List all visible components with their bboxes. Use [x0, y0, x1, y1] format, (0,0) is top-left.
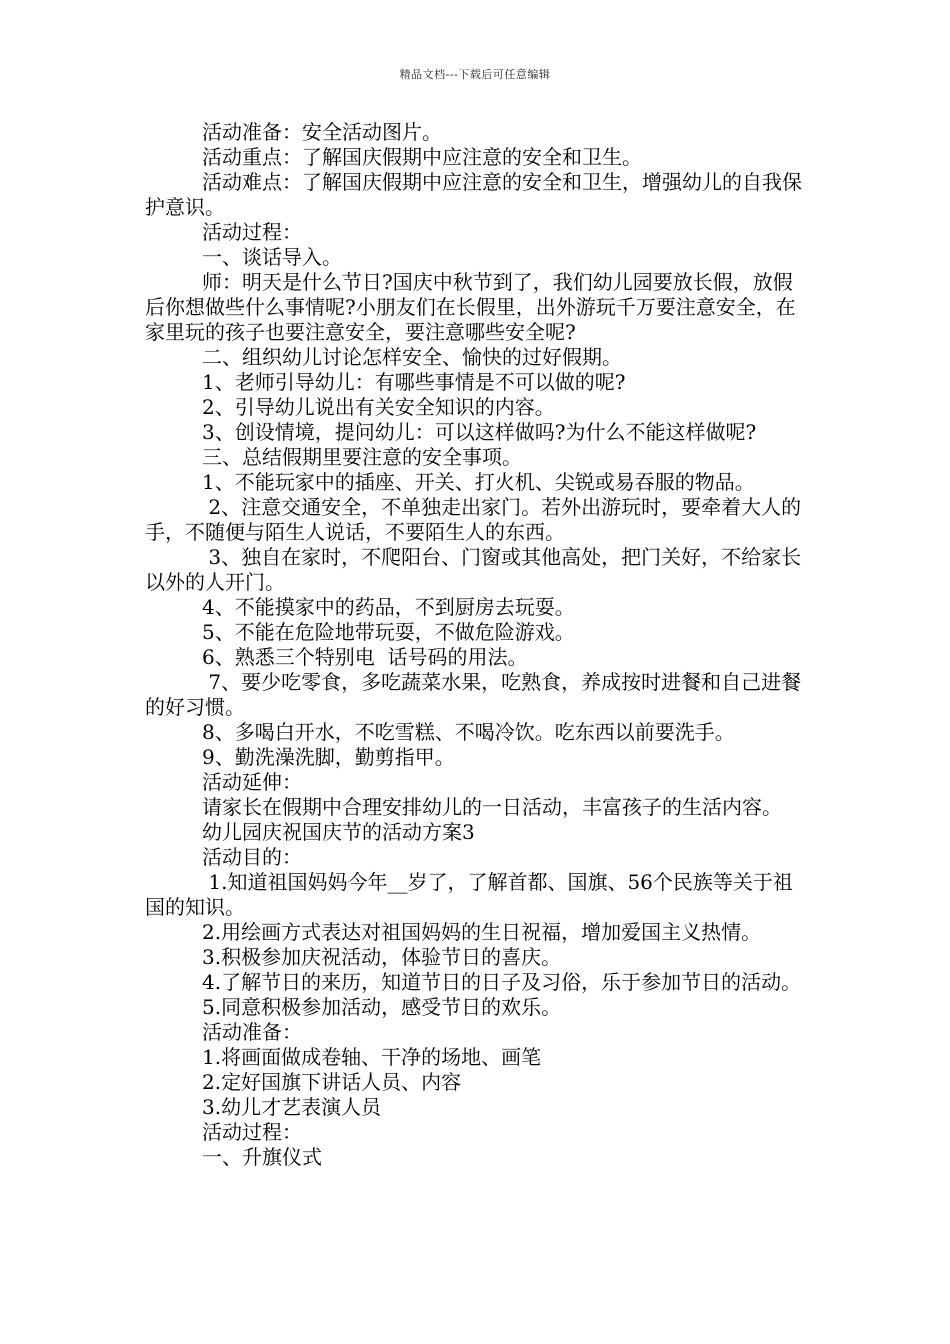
paragraph: 3.积极参加庆祝活动，体验节日的喜庆。 [202, 945, 562, 969]
paragraph: 活动过程： [202, 220, 302, 244]
paragraph: 9、勤洗澡洗脚，勤剪指甲。 [202, 745, 455, 769]
paragraph: 二、组织幼儿讨论怎样安全、愉快的过好假期。 [202, 345, 622, 369]
paragraph: 5.同意积极参加活动，感受节日的欢乐。 [202, 995, 562, 1019]
paragraph: 3、独自在家时，不爬阳台、门窗或其他高处，把门关好，不给家长以外的人开门。 [145, 545, 802, 594]
paragraph: 活动重点：了解国庆假期中应注意的安全和卫生。 [202, 145, 642, 169]
paragraph: 2、注意交通安全，不单独走出家门。若外出游玩时，要牵着大人的手，不随便与陌生人说话，不要陌生人的东西。 [145, 495, 802, 544]
paragraph: 6、熟悉三个特别电 话号码的用法。 [202, 645, 528, 669]
paragraph: 请家长在假期中合理安排幼儿的一日活动，丰富孩子的生活内容。 [202, 795, 782, 819]
paragraph: 活动过程： [202, 1120, 302, 1144]
paragraph: 3.幼儿才艺表演人员 [202, 1095, 382, 1119]
paragraph: 4.了解节日的来历，知道节日的日子及习俗，乐于参加节日的活动。 [202, 970, 802, 994]
paragraph: 8、多喝白开水，不吃雪糕、不喝冷饮。吃东西以前要洗手。 [202, 720, 735, 744]
paragraph: 师：明天是什么节日?国庆中秋节到了，我们幼儿园要放长假，放假后你想做些什么事情呢?小朋友们在长假里，出外游玩千万要注意安全，在家里玩的孩子也要注意安全，要注意哪些安全呢? [145, 270, 796, 344]
paragraph: 1、老师引导幼儿：有哪些事情是不可以做的呢? [202, 370, 626, 394]
paragraph: 活动目的： [202, 845, 302, 869]
paragraph: 4、不能摸家中的药品，不到厨房去玩耍。 [202, 595, 575, 619]
paragraph: 2.用绘画方式表达对祖国妈妈的生日祝福，增加爱国主义热情。 [202, 920, 762, 944]
paragraph: 3、创设情境，提问幼儿：可以这样做吗?为什么不能这样做呢? [202, 420, 757, 444]
paragraph: 2、引导幼儿说出有关安全知识的内容。 [202, 395, 555, 419]
paragraph: 一、升旗仪式 [202, 1145, 322, 1169]
paragraph: 幼儿园庆祝国庆节的活动方案3 [202, 820, 475, 844]
paragraph: 5、不能在危险地带玩耍，不做危险游戏。 [202, 620, 575, 644]
paragraph: 7、要少吃零食，多吃蔬菜水果，吃熟食，养成按时进餐和自己进餐的好习惯。 [145, 670, 802, 719]
paragraph: 一、谈话导入。 [202, 245, 342, 269]
paragraph: 1.知道祖国妈妈今年__岁了，了解首都、国旗、56个民族等关于祖国的知识。 [145, 870, 793, 919]
paragraph: 活动准备：安全活动图片。 [202, 120, 442, 144]
paragraph: 1、不能玩家中的插座、开关、打火机、尖锐或易吞服的物品。 [202, 470, 755, 494]
page-header: 精品文档---下载后可任意编辑 [399, 68, 551, 81]
paragraph: 活动准备： [202, 1020, 302, 1044]
paragraph: 2.定好国旗下讲话人员、内容 [202, 1070, 462, 1094]
paragraph: 三、总结假期里要注意的安全事项。 [202, 445, 522, 469]
paragraph: 活动难点：了解国庆假期中应注意的安全和卫生，增强幼儿的自我保护意识。 [145, 170, 802, 219]
paragraph: 1.将画面做成卷轴、干净的场地、画笔 [202, 1045, 542, 1069]
document-body [145, 120, 810, 1170]
paragraph: 活动延伸： [202, 770, 302, 794]
